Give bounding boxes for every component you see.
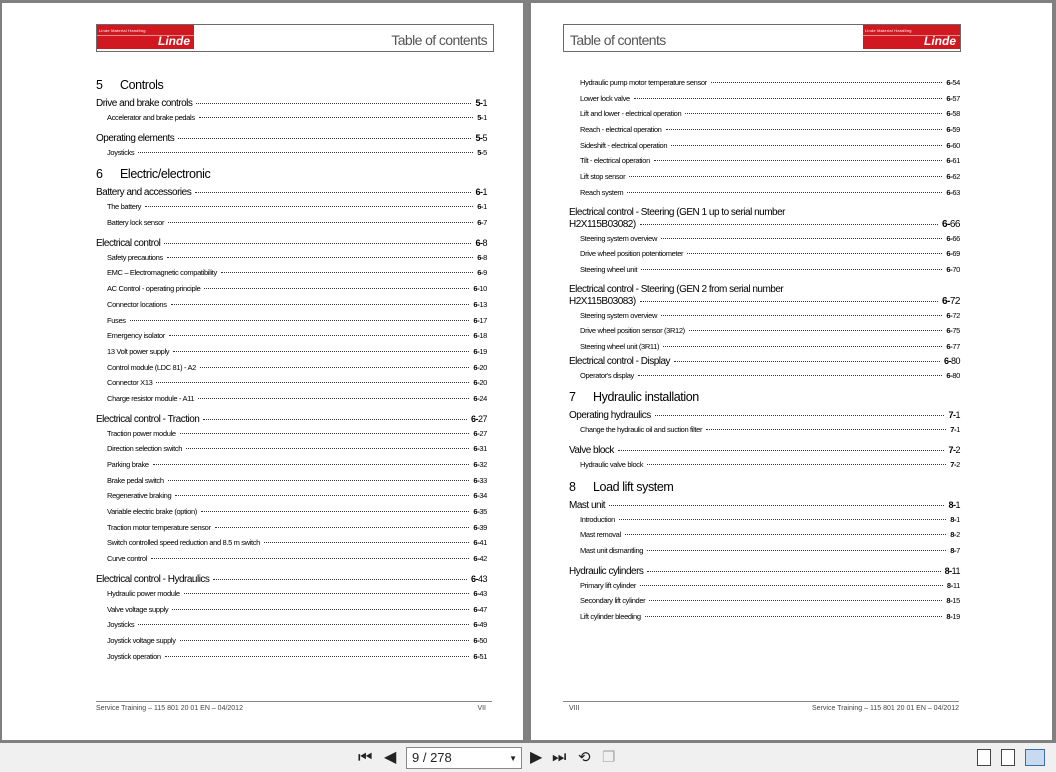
entry-title: Joysticks: [107, 620, 135, 630]
toc-entry[interactable]: [569, 609, 960, 625]
toc-page-ref: 6-35: [473, 507, 487, 517]
entry-title: Steering wheel unit (3R11): [580, 341, 660, 351]
toc-entry[interactable]: [96, 145, 487, 161]
entry-title: Steering system overview: [580, 310, 658, 320]
leader-dots: [655, 415, 945, 416]
section-title: Operating hydraulics: [569, 410, 651, 422]
toc-section[interactable]: [569, 355, 960, 368]
leader-dots: [627, 192, 942, 193]
toc-page-ref: 8-2: [950, 530, 960, 540]
toc-entry[interactable]: [569, 153, 960, 169]
toc-page-ref: 7-1: [950, 425, 960, 435]
toc-page-ref: 6-27: [470, 413, 487, 424]
leader-dots: [203, 419, 467, 420]
entry-title: Switch controlled speed reduction and 8.5 m switch: [107, 538, 261, 548]
toc-entry[interactable]: [96, 328, 487, 344]
toc-entry[interactable]: [569, 457, 960, 473]
toc-entry[interactable]: [96, 633, 487, 649]
toc-page-ref: 6-7: [477, 218, 487, 228]
toc-section[interactable]: [569, 444, 960, 457]
toc-page-ref: 6-50: [473, 635, 487, 645]
toc-entry[interactable]: [569, 106, 960, 122]
toc-entry[interactable]: [96, 110, 487, 126]
toc-page-ref: 6-70: [946, 264, 960, 274]
toc-page-ref: 6-51: [473, 651, 487, 661]
toc-page-ref: 6-47: [473, 604, 487, 614]
toc-page-ref: 6-9: [477, 268, 487, 278]
toc-section[interactable]: [96, 97, 487, 110]
toc-entry[interactable]: [96, 441, 487, 457]
toc-entry[interactable]: [569, 308, 960, 324]
page-header: [563, 24, 961, 52]
section-title: Electrical control - Steering (GEN 1 up to serial number: [569, 206, 785, 218]
toc-page-ref: 7-2: [948, 445, 960, 455]
toc-entry[interactable]: [569, 527, 960, 543]
section-title: Electrical control: [96, 237, 161, 249]
last-page-icon[interactable]: ⏭: [552, 749, 567, 766]
toc-entry[interactable]: [96, 344, 487, 360]
toc-page-ref: 6-39: [473, 522, 487, 532]
toc-entry[interactable]: [569, 339, 960, 355]
toc-entry[interactable]: [569, 512, 960, 528]
entry-title: Lower lock valve: [580, 93, 630, 103]
toc-entry[interactable]: [96, 520, 487, 536]
toc-entry[interactable]: [96, 215, 487, 231]
toc-page-ref: 6-13: [473, 299, 487, 309]
toc-entry[interactable]: [96, 602, 487, 618]
first-page-icon[interactable]: ⏮: [358, 749, 373, 766]
entry-title: Safety precautions: [107, 252, 163, 262]
leader-dots: [200, 367, 469, 368]
footer-page-number: VII: [477, 705, 486, 712]
toc-entry[interactable]: [569, 323, 960, 339]
entry-title: Fuses: [107, 315, 126, 325]
toc-entry[interactable]: [569, 138, 960, 154]
leader-dots: [165, 656, 470, 657]
leader-dots: [666, 129, 943, 130]
toc-entry[interactable]: [96, 457, 487, 473]
toc-entry[interactable]: [96, 617, 487, 633]
chapter-number: 8: [569, 479, 576, 494]
toc-page-ref: 6-24: [473, 393, 487, 403]
chapter-number: 7: [569, 390, 576, 405]
footer-doc-id: Service Training – 115 801 20 01 EN – 04/2012: [96, 705, 243, 712]
leader-dots: [221, 272, 473, 273]
toc-chapter[interactable]: [569, 480, 960, 494]
entry-title: Traction motor temperature sensor: [107, 522, 211, 532]
toc-page-ref: 6-61: [946, 156, 960, 166]
section-title: Electrical control - Steering (GEN 2 from serial number: [569, 283, 784, 295]
linde-logo: Linde Material Handling Linde: [863, 25, 960, 49]
entry-title: Hydraulic pump motor temperature sensor: [580, 78, 707, 87]
leader-dots: [640, 585, 943, 586]
linde-logo: Linde Material Handling Linde: [97, 25, 194, 49]
leader-dots: [629, 176, 942, 177]
previous-page-icon[interactable]: ◀: [384, 749, 397, 766]
leader-dots: [184, 593, 470, 594]
section-title: Battery and accessories: [96, 187, 192, 199]
toc-entry[interactable]: [569, 75, 960, 91]
entry-title: Parking brake: [107, 460, 149, 469]
entry-title: Mast removal: [580, 530, 621, 540]
leader-dots: [180, 640, 470, 641]
toc-section[interactable]: [96, 132, 487, 145]
toc-page-ref: 6-19: [473, 346, 487, 356]
toc-entry[interactable]: [569, 91, 960, 107]
toc-page-ref: 6-33: [473, 475, 487, 485]
toc-page-ref: 6-18: [473, 331, 487, 341]
toc-entry[interactable]: [96, 281, 487, 297]
entry-title: Regenerative braking: [107, 491, 172, 501]
leader-dots: [618, 450, 945, 451]
toc-page-ref: 6-72: [946, 310, 960, 320]
toc-section[interactable]: [569, 207, 960, 231]
leader-dots: [649, 600, 942, 601]
toc-section[interactable]: [569, 409, 960, 422]
toc-entry[interactable]: [96, 250, 487, 266]
toc-entry[interactable]: [569, 185, 960, 201]
leader-dots: [169, 335, 469, 336]
toc-page-ref: 6-20: [473, 378, 487, 388]
toc-page-ref: 5-5: [475, 132, 487, 143]
toc-entry[interactable]: [96, 375, 487, 391]
leader-dots: [153, 464, 470, 465]
continuous-view-icon[interactable]: [1001, 749, 1015, 766]
entry-title: Accelerator and brake pedals: [107, 113, 195, 122]
entry-title: Tilt - electrical operation: [580, 156, 650, 166]
toc-entry[interactable]: [96, 535, 487, 551]
entry-title: Steering wheel unit: [580, 264, 638, 274]
toc-entry[interactable]: [569, 262, 960, 278]
leader-dots: [689, 330, 943, 331]
leader-dots: [168, 222, 473, 223]
toc-page-ref: 6-80: [946, 370, 960, 380]
toc-entry[interactable]: [96, 297, 487, 313]
toc-entry[interactable]: [96, 199, 487, 215]
toc-entry[interactable]: [96, 473, 487, 489]
entry-title: Drive wheel position sensor (3R12): [580, 326, 685, 336]
leader-dots: [145, 206, 473, 207]
toc-entry[interactable]: [569, 231, 960, 247]
leader-dots: [180, 433, 470, 434]
toc-page-ref: 6-58: [946, 109, 960, 119]
toc-entry[interactable]: [96, 504, 487, 520]
leader-dots: [609, 505, 944, 506]
chapter-title: Controls: [120, 78, 164, 92]
toc-entry[interactable]: [569, 246, 960, 262]
toc-page-ref: 8-1: [950, 514, 960, 524]
entry-title: Hydraulic valve block: [580, 460, 644, 469]
leader-dots: [625, 534, 946, 535]
entry-title: Direction selection switch: [107, 444, 183, 454]
toc-page-ref: 5-1: [477, 113, 487, 122]
toc-section[interactable]: [569, 565, 960, 578]
entry-title: Connector locations: [107, 299, 167, 309]
leader-dots: [138, 624, 469, 625]
toc-page-ref: 8-1: [948, 499, 960, 510]
toc-page-ref: 8-11: [946, 580, 960, 590]
leader-dots: [663, 346, 942, 347]
leader-dots: [175, 495, 469, 496]
entry-title: Mast unit dismantling: [580, 546, 644, 556]
toc-page-ref: 8-7: [950, 546, 960, 556]
leader-dots: [687, 253, 942, 254]
toc-page-ref: 6-8: [475, 237, 487, 248]
toc-entry[interactable]: [569, 593, 960, 609]
footer-page-number: VIII: [569, 705, 580, 712]
toc-page-ref: 8-19: [946, 612, 960, 622]
footer-doc-id: Service Training – 115 801 20 01 EN – 04/2012: [812, 705, 959, 712]
viewer-toolbar: [0, 743, 1056, 772]
page-footer: [563, 701, 959, 716]
leader-dots: [645, 616, 943, 617]
entry-title: Emergency isolator: [107, 331, 165, 341]
toc-page-ref: 6-27: [473, 428, 487, 438]
toc-section[interactable]: [96, 413, 487, 426]
toc-entry[interactable]: [96, 265, 487, 281]
leader-dots: [661, 238, 942, 239]
leader-dots: [264, 542, 469, 543]
leader-dots: [674, 361, 940, 362]
duplicate-page-icon[interactable]: ❐: [602, 749, 616, 766]
entry-title: Change the hydraulic oil and suction filter: [580, 425, 703, 435]
leader-dots: [171, 304, 470, 305]
toc-section[interactable]: [96, 237, 487, 250]
leader-dots: [647, 571, 940, 572]
toc-page-ref: 6-17: [473, 315, 487, 325]
toc-entry[interactable]: [96, 649, 487, 665]
page-left: [2, 3, 523, 740]
entry-title: Traction power module: [107, 428, 176, 438]
entry-title: Hydraulic power module: [107, 588, 180, 598]
entry-title: Joystick operation: [107, 651, 161, 661]
rotate-page-icon[interactable]: ⟲: [578, 749, 591, 766]
toc-page-ref: 6-41: [473, 538, 487, 548]
toc-page-ref: 8-15: [946, 596, 960, 606]
toc-section[interactable]: [569, 284, 960, 308]
leader-dots: [204, 288, 469, 289]
toc-list: [96, 71, 487, 664]
section-title: Electrical control - Hydraulics: [96, 573, 210, 585]
header-title: Table of contents: [391, 32, 487, 48]
leader-dots: [151, 558, 469, 559]
leader-dots: [195, 192, 471, 193]
leader-dots: [647, 550, 946, 551]
toc-page-ref: 6-69: [946, 249, 960, 259]
leader-dots: [156, 382, 469, 383]
single-page-view-icon[interactable]: [977, 749, 991, 766]
entry-title: Introduction: [580, 514, 615, 524]
header-title: Table of contents: [570, 32, 666, 48]
toc-page-ref: 6-54: [946, 78, 960, 87]
toc-entry[interactable]: [569, 122, 960, 138]
toc-entry[interactable]: [569, 578, 960, 594]
toc-page-ref: 7-2: [950, 460, 960, 469]
toc-page-ref: 6-66: [946, 233, 960, 243]
section-title: Valve block: [569, 445, 614, 456]
entry-title: Valve voltage supply: [107, 604, 169, 614]
section-title-cont: H2X115B03083): [569, 295, 636, 307]
entry-title: Operator's display: [580, 370, 634, 380]
leader-dots: [647, 464, 946, 465]
section-title: Electrical control - Traction: [96, 413, 200, 425]
toc-page-ref: 6-8: [477, 252, 487, 262]
section-title: Drive and brake controls: [96, 98, 193, 109]
toc-page-ref: 6-77: [946, 341, 960, 351]
toc-page-ref: 5-1: [475, 98, 487, 108]
toc-entry[interactable]: [569, 422, 960, 438]
toc-page-ref: 6-31: [473, 444, 487, 454]
toc-page-ref: 6-63: [946, 187, 960, 197]
entry-title: Secondary lift cylinder: [580, 596, 646, 606]
toc-section[interactable]: [96, 573, 487, 586]
leader-dots: [215, 527, 470, 528]
leader-dots: [619, 519, 946, 520]
leader-dots: [641, 269, 942, 270]
chapter-number: 5: [96, 78, 103, 92]
toc-page-ref: 6-1: [475, 187, 487, 198]
entry-title: Sideshift - electrical operation: [580, 140, 668, 150]
toc-section[interactable]: [569, 499, 960, 512]
leader-dots: [661, 315, 942, 316]
entry-title: Lift and lower - electrical operation: [580, 109, 682, 119]
entry-title: The battery: [107, 202, 142, 212]
leader-dots: [130, 320, 470, 321]
chapter-number: 6: [96, 167, 103, 182]
entry-title: Battery lock sensor: [107, 218, 165, 228]
toc-entry[interactable]: [96, 551, 487, 567]
entry-title: Steering system overview: [580, 233, 658, 243]
toc-entry[interactable]: [569, 543, 960, 559]
toc-entry[interactable]: [569, 368, 960, 384]
toc-page-ref: 7-1: [948, 410, 960, 421]
toc-page-ref: 6-75: [946, 326, 960, 336]
toc-chapter[interactable]: [96, 167, 487, 181]
toc-page-ref: 6-1: [477, 202, 487, 212]
entry-title: Charge resistor module - A11: [107, 393, 195, 403]
chevron-down-icon: ▼: [509, 754, 517, 763]
page-header: [96, 24, 494, 52]
page-number-select[interactable]: 9 / 278 ▼: [406, 747, 522, 769]
toc-page-ref: 6-59: [946, 125, 960, 135]
leader-dots: [138, 152, 473, 153]
entry-title: Lift cylinder bleeding: [580, 612, 641, 622]
toc-entry[interactable]: [96, 488, 487, 504]
toc-page-ref: 6-49: [473, 620, 487, 630]
leader-dots: [173, 351, 469, 352]
toc-page-ref: 6-43: [470, 573, 487, 584]
entry-title: Connector X13: [107, 378, 153, 388]
leader-dots: [199, 117, 473, 118]
leader-dots: [706, 429, 946, 430]
toc-page-ref: 6-72: [941, 295, 960, 307]
leader-dots: [196, 103, 471, 104]
two-page-view-icon[interactable]: [1025, 749, 1045, 766]
leader-dots: [638, 375, 942, 376]
toc-page-ref: 6-43: [473, 588, 487, 598]
entry-title: AC Control - operating principle: [107, 284, 201, 294]
leader-dots: [168, 480, 470, 481]
toc-page-ref: 6-42: [473, 554, 487, 564]
page-right: [531, 3, 1052, 740]
entry-title: Control module (LDC 81) - A2: [107, 362, 196, 372]
section-title: Operating elements: [96, 132, 175, 144]
toc-list: [569, 75, 960, 625]
toc-page-ref: 6-62: [946, 172, 960, 182]
toc-page-ref: 6-20: [473, 362, 487, 372]
toc-entry[interactable]: [96, 360, 487, 376]
toc-page-ref: 6-10: [473, 284, 487, 294]
toc-entry[interactable]: [96, 313, 487, 329]
toc-entry[interactable]: [96, 586, 487, 602]
entry-title: Drive wheel position potentiometer: [580, 249, 684, 259]
leader-dots: [186, 448, 469, 449]
toc-page-ref: 6-60: [946, 140, 960, 150]
leader-dots: [172, 609, 469, 610]
toc-entry[interactable]: [569, 169, 960, 185]
leader-dots: [685, 113, 942, 114]
toc-page-ref: 6-34: [473, 491, 487, 501]
toc-page-ref: 5-5: [477, 147, 487, 157]
entry-title: Joysticks: [107, 147, 135, 157]
next-page-icon[interactable]: ▶: [530, 749, 543, 766]
toc-chapter[interactable]: [569, 390, 960, 404]
toc-page-ref: 6-66: [941, 218, 960, 230]
chapter-title: Load lift system: [593, 479, 674, 494]
leader-dots: [198, 398, 469, 399]
entry-title: Joystick voltage supply: [107, 635, 176, 645]
toc-page-ref: 6-32: [473, 460, 487, 469]
toc-page-ref: 6-80: [943, 355, 960, 366]
leader-dots: [167, 257, 473, 258]
page-footer: [96, 701, 492, 716]
toc-chapter[interactable]: [96, 78, 487, 92]
toc-page-ref: 6-57: [946, 93, 960, 103]
entry-title: EMC – Electromagnetic compatibility: [107, 268, 217, 278]
entry-title: Reach system: [580, 187, 624, 197]
entry-title: Curve control: [107, 554, 148, 564]
toc-entry[interactable]: [96, 391, 487, 407]
leader-dots: [164, 243, 471, 244]
section-title: Hydraulic cylinders: [569, 565, 644, 577]
leader-dots: [671, 145, 942, 146]
leader-dots: [213, 579, 467, 580]
chapter-title: Electric/electronic: [120, 167, 211, 182]
toc-entry[interactable]: [96, 426, 487, 442]
leader-dots: [711, 82, 943, 83]
leader-dots: [654, 160, 942, 161]
entry-title: Brake pedal switch: [107, 475, 164, 485]
chapter-title: Hydraulic installation: [593, 390, 699, 405]
entry-title: Reach - electrical operation: [580, 125, 662, 135]
section-title: Mast unit: [569, 499, 606, 511]
section-title: Electrical control - Display: [569, 355, 671, 367]
leader-dots: [201, 511, 469, 512]
entry-title: 13 Volt power supply: [107, 346, 170, 356]
section-title-cont: H2X115B03082): [569, 218, 636, 230]
entry-title: Variable electric brake (option): [107, 507, 197, 517]
entry-title: Primary lift cylinder: [580, 580, 636, 590]
toc-section[interactable]: [96, 186, 487, 199]
leader-dots: [178, 138, 471, 139]
toc-page-ref: 8-11: [944, 565, 960, 576]
leader-dots: [634, 98, 943, 99]
entry-title: Lift stop sensor: [580, 172, 626, 182]
